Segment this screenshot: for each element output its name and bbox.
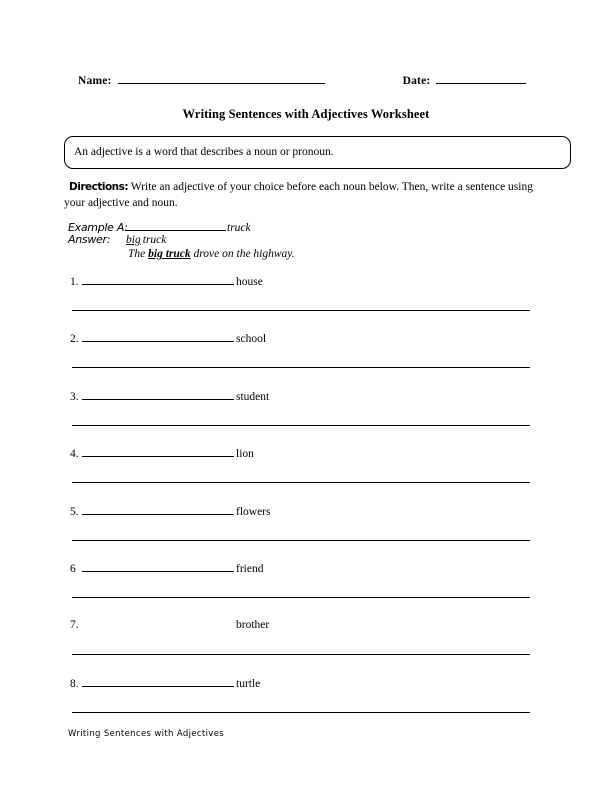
- question-noun: school: [236, 333, 267, 346]
- example-block: [68, 218, 468, 264]
- example-noun: truck: [227, 222, 251, 234]
- question-prompt: [70, 502, 271, 518]
- question-number: 1.: [70, 276, 79, 288]
- sentence-answer-line[interactable]: [72, 712, 530, 713]
- question-number: 8.: [70, 677, 79, 690]
- question-item: [0, 502, 612, 559]
- question-prompt: [70, 272, 263, 288]
- question-noun: friend: [236, 562, 264, 575]
- question-prompt: [70, 674, 260, 690]
- sentence-answer-line[interactable]: [72, 367, 530, 368]
- question-prompt: [70, 387, 269, 403]
- sentence-answer-line[interactable]: [72, 597, 530, 598]
- question-noun: lion: [236, 448, 254, 461]
- question-number: 3.: [70, 390, 79, 403]
- sentence-answer-line[interactable]: [72, 310, 530, 311]
- date-label: Date:: [402, 75, 431, 87]
- directions-label: Directions:: [69, 181, 129, 193]
- question-item: [0, 674, 612, 731]
- adjective-blank[interactable]: [82, 502, 234, 515]
- question-number: 7.: [70, 619, 79, 632]
- example-sentence: [128, 248, 468, 264]
- name-label: Name:: [78, 75, 112, 87]
- sentence-answer-line[interactable]: [72, 482, 530, 483]
- page-title: Writing Sentences with Adjectives Worksheet: [182, 107, 430, 121]
- sentence-suffix: drove on the highway.: [190, 248, 295, 260]
- answer-noun: truck: [142, 234, 167, 246]
- question-noun: turtle: [236, 677, 261, 690]
- answer-adjective: big: [126, 234, 141, 246]
- question-prompt: [70, 559, 263, 575]
- adjective-blank[interactable]: [82, 616, 234, 628]
- date-input[interactable]: [436, 72, 526, 84]
- question-noun: student: [236, 390, 270, 403]
- directions-text: Write an adjective of your choice before each noun below. Then, write a sentence using your adjective and noun.: [64, 181, 533, 210]
- question-item: [0, 616, 612, 673]
- sentence-phrase: big truck: [148, 248, 191, 260]
- question-item: [0, 329, 612, 386]
- example-prompt-line: [68, 218, 468, 233]
- adjective-blank[interactable]: [82, 444, 234, 457]
- question-number: 6: [70, 562, 76, 575]
- adjective-blank[interactable]: [82, 674, 234, 687]
- name-date-row: [78, 72, 534, 92]
- footer-text: Writing Sentences with Adjectives: [68, 729, 225, 739]
- adjective-blank[interactable]: [82, 329, 234, 342]
- question-number: 2.: [70, 333, 79, 346]
- adjective-blank[interactable]: [82, 272, 234, 285]
- question-item: [0, 559, 612, 616]
- adjective-blank[interactable]: [82, 387, 234, 400]
- directions-block: [64, 179, 542, 212]
- sentence-answer-line[interactable]: [72, 425, 530, 426]
- example-label: Example A:: [68, 221, 128, 234]
- question-item: [0, 444, 612, 501]
- question-prompt: [70, 616, 269, 631]
- question-noun: house: [236, 276, 263, 288]
- adjective-blank[interactable]: [82, 559, 234, 572]
- definition-text: An adjective is a word that describes a noun or pronoun.: [74, 145, 334, 158]
- question-item: [0, 387, 612, 444]
- definition-box: [64, 136, 571, 169]
- question-noun: brother: [236, 619, 270, 632]
- example-blank: [126, 218, 226, 231]
- sentence-answer-line[interactable]: [72, 540, 530, 541]
- question-item: [0, 272, 612, 329]
- example-answer-line: [68, 233, 468, 248]
- question-prompt: [70, 444, 254, 460]
- question-number: 4.: [70, 448, 79, 461]
- sentence-prefix: The: [128, 248, 149, 260]
- question-number: 5.: [70, 505, 79, 518]
- answer-label: Answer:: [68, 233, 111, 246]
- question-noun: flowers: [236, 505, 271, 518]
- name-input[interactable]: [118, 72, 325, 84]
- question-list: [0, 272, 612, 731]
- sentence-answer-line[interactable]: [72, 654, 530, 655]
- question-prompt: [70, 329, 266, 345]
